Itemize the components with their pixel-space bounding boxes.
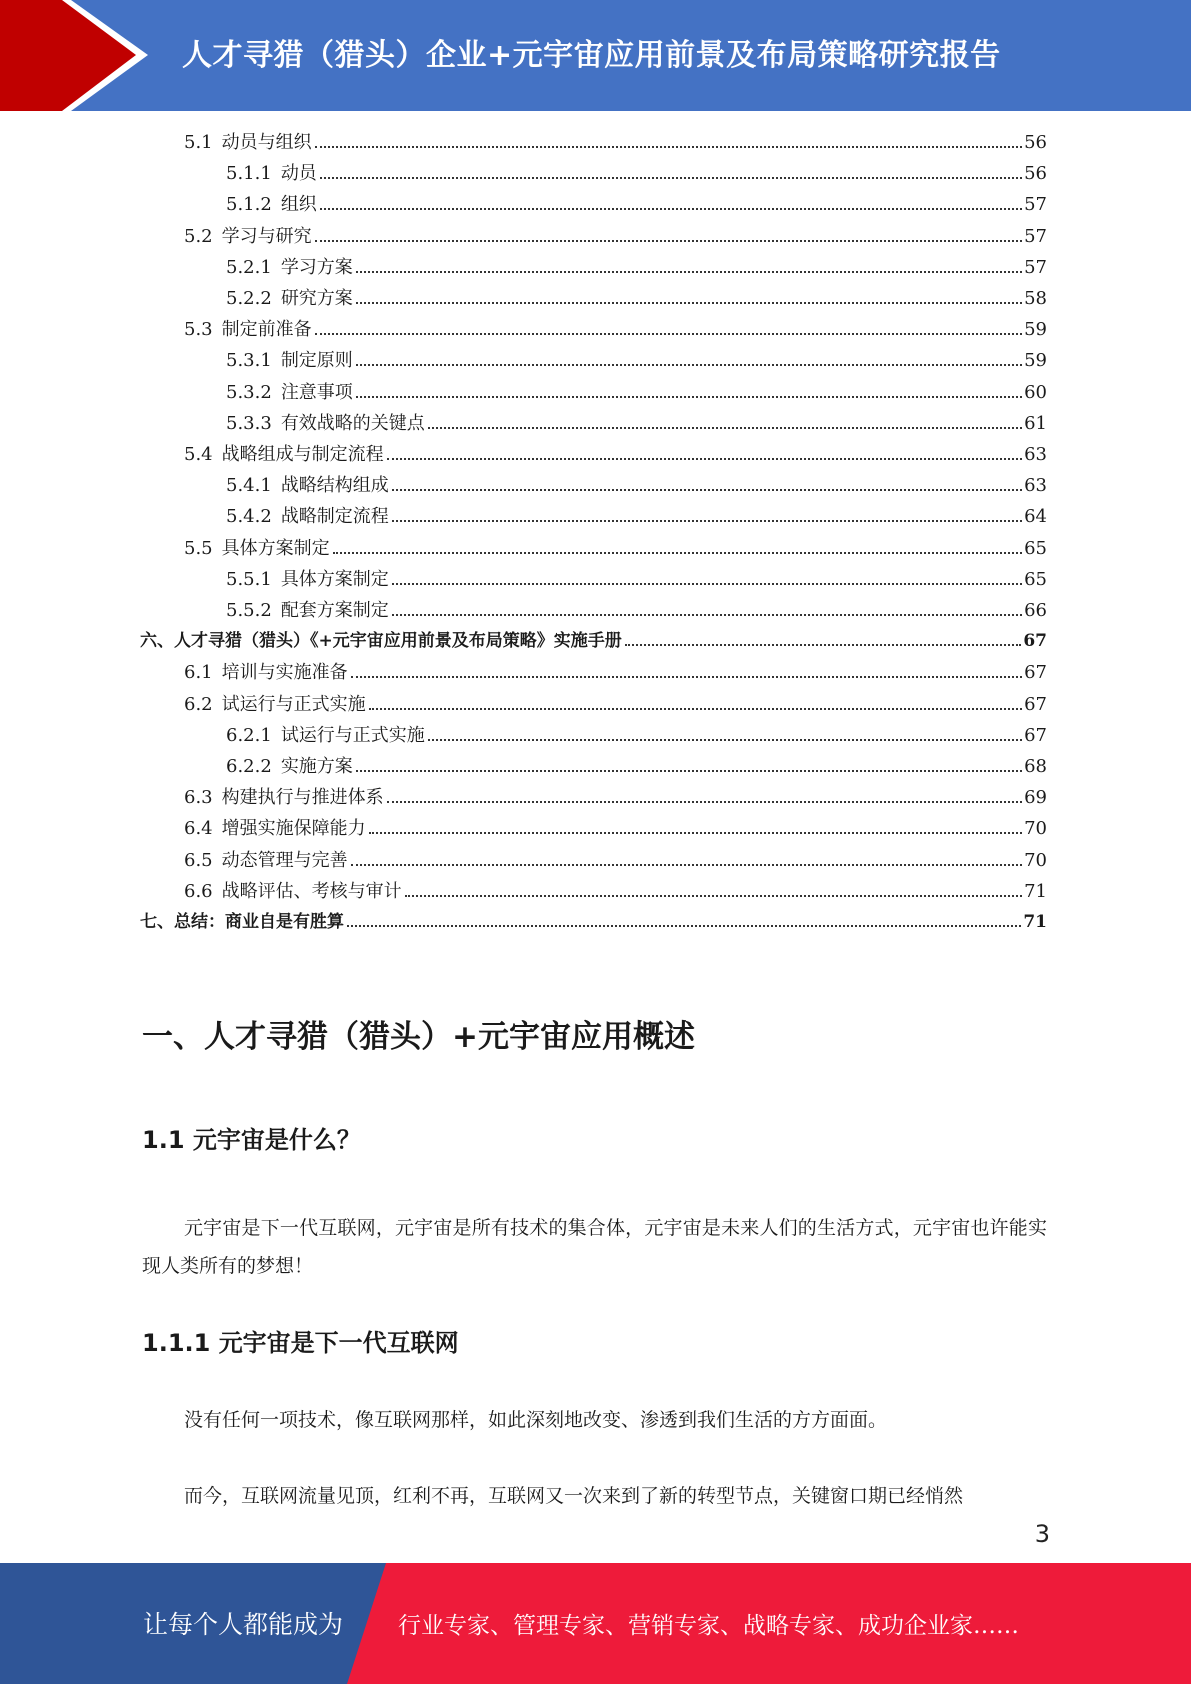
toc-entry[interactable]	[184, 127, 1047, 158]
toc-entry-title: 培训与实施准备	[221, 662, 348, 683]
toc-entry[interactable]	[226, 189, 1047, 220]
toc-entry-page: 57	[1024, 226, 1047, 247]
report-title: 人才寻猎（猎头）企业+元宇宙应用前景及布局策略研究报告	[182, 38, 1001, 73]
toc-dot-leader	[428, 738, 1022, 741]
toc-entry-title: 研究方案	[280, 288, 353, 309]
toc-entry-page: 67	[1023, 631, 1047, 651]
toc-entry-title: 战略评估、考核与审计	[221, 881, 402, 902]
toc-entry-number: 5.5.2	[226, 600, 272, 621]
toc-entry-number: 5.2.1	[226, 257, 272, 278]
toc-entry-number: 5.4	[184, 444, 213, 465]
toc-entry[interactable]	[140, 907, 1047, 938]
toc-entry-title: 七、总结：商业自是有胜算	[140, 912, 344, 932]
toc-entry-number: 6.3	[184, 787, 213, 808]
toc-dot-leader	[356, 301, 1022, 304]
toc-entry[interactable]	[184, 533, 1047, 564]
toc-entry-page: 65	[1024, 569, 1047, 590]
toc-dot-leader	[356, 769, 1022, 772]
toc-entry-number: 5.3.3	[226, 413, 272, 434]
toc-dot-leader	[356, 270, 1022, 273]
toc-entry-title: 制定前准备	[221, 319, 312, 340]
toc-entry-page: 67	[1024, 662, 1047, 683]
toc-entry-page: 56	[1024, 163, 1047, 184]
toc-entry[interactable]	[184, 439, 1047, 470]
toc-entry-number: 6.1	[184, 662, 213, 683]
toc-entry-title: 实施方案	[280, 756, 353, 777]
toc-entry-title: 动员	[280, 163, 317, 184]
toc-entry-page: 58	[1024, 288, 1047, 309]
toc-entry[interactable]	[226, 720, 1047, 751]
toc-entry[interactable]	[184, 813, 1047, 844]
toc-entry-title: 学习与研究	[221, 226, 312, 247]
toc-dot-leader	[392, 519, 1022, 522]
toc-entry-page: 63	[1024, 444, 1047, 465]
toc-entry-number: 6.2.1	[226, 725, 272, 746]
body-paragraph: 没有任何一项技术，像互联网那样，如此深刻地改变、渗透到我们生活的方方面面。	[184, 1409, 888, 1431]
toc-entry-number: 5.4.2	[226, 506, 272, 527]
toc-entry-page: 61	[1024, 413, 1047, 434]
toc-dot-leader	[320, 176, 1022, 179]
toc-dot-leader	[405, 894, 1022, 897]
toc-entry-number: 5.1	[184, 132, 213, 153]
toc-dot-leader	[356, 363, 1022, 366]
toc-entry-number: 6.5	[184, 850, 213, 871]
chapter-heading: 一、人才寻猎（猎头）+元宇宙应用概述	[142, 1019, 695, 1055]
page-footer	[0, 1563, 1191, 1684]
toc-entry-title: 试运行与正式实施	[221, 694, 366, 715]
toc-entry[interactable]	[184, 876, 1047, 907]
toc-entry-number: 5.2.2	[226, 288, 272, 309]
toc-dot-leader	[387, 800, 1022, 803]
toc-entry-number: 5.2	[184, 226, 213, 247]
toc-entry[interactable]	[226, 345, 1047, 376]
toc-entry[interactable]	[226, 470, 1047, 501]
toc-entry-page: 70	[1024, 818, 1047, 839]
toc-entry-page: 60	[1024, 382, 1047, 403]
toc-entry[interactable]	[184, 782, 1047, 813]
toc-entry[interactable]	[226, 283, 1047, 314]
toc-dot-leader	[351, 675, 1022, 678]
toc-entry-number: 5.1.2	[226, 194, 272, 215]
toc-entry-title: 有效战略的关键点	[280, 413, 425, 434]
toc-entry-page: 70	[1024, 850, 1047, 871]
toc-entry[interactable]	[226, 595, 1047, 626]
toc-entry-title: 具体方案制定	[221, 538, 330, 559]
toc-dot-leader	[351, 863, 1022, 866]
toc-entry-number: 6.2	[184, 694, 213, 715]
toc-entry-number: 5.3.1	[226, 350, 272, 371]
toc-entry[interactable]	[184, 845, 1047, 876]
toc-dot-leader	[625, 643, 1022, 646]
toc-entry-page: 59	[1024, 319, 1047, 340]
toc-entry-page: 57	[1024, 194, 1047, 215]
toc-entry-page: 65	[1024, 538, 1047, 559]
page-header	[0, 0, 1191, 111]
toc-entry[interactable]	[226, 501, 1047, 532]
toc-entry[interactable]	[140, 626, 1047, 657]
toc-dot-leader	[392, 582, 1022, 585]
toc-dot-leader	[392, 613, 1022, 616]
toc-dot-leader	[428, 426, 1022, 429]
toc-entry-title: 组织	[280, 194, 317, 215]
toc-entry-title: 试运行与正式实施	[280, 725, 425, 746]
toc-entry-number: 6.6	[184, 881, 213, 902]
toc-entry-number: 6.2.2	[226, 756, 272, 777]
footer-slogan-right: 行业专家、管理专家、营销专家、战略专家、成功企业家……	[398, 1613, 1019, 1639]
toc-entry-title: 动态管理与完善	[221, 850, 348, 871]
toc-entry[interactable]	[226, 751, 1047, 782]
toc-entry[interactable]	[226, 377, 1047, 408]
toc-dot-leader	[392, 488, 1022, 491]
toc-entry-page: 69	[1024, 787, 1047, 808]
toc-entry-title: 六、人才寻猎（猎头）《+元宇宙应用前景及布局策略》实施手册	[140, 631, 622, 651]
toc-dot-leader	[369, 707, 1022, 710]
toc-entry[interactable]	[226, 158, 1047, 189]
toc-entry-title: 学习方案	[280, 257, 353, 278]
toc-entry-page: 71	[1023, 912, 1047, 932]
toc-dot-leader	[315, 332, 1022, 335]
footer-slogan-left: 让每个人都能成为	[143, 1610, 344, 1639]
toc-dot-leader	[387, 457, 1022, 460]
toc-entry-page: 67	[1024, 725, 1047, 746]
toc-entry-number: 5.5.1	[226, 569, 272, 590]
toc-entry-title: 增强实施保障能力	[221, 818, 366, 839]
arrow-fill	[0, 0, 136, 111]
toc-dot-leader	[315, 239, 1022, 242]
toc-entry-page: 63	[1024, 475, 1047, 496]
section-heading: 1.1 元宇宙是什么？	[142, 1126, 361, 1154]
toc-dot-leader	[315, 145, 1022, 148]
toc-entry-page: 56	[1024, 132, 1047, 153]
toc-entry-title: 配套方案制定	[280, 600, 389, 621]
toc-entry-title: 注意事项	[280, 382, 353, 403]
toc-dot-leader	[320, 207, 1022, 210]
toc-entry-number: 5.3.2	[226, 382, 272, 403]
toc-dot-leader	[333, 551, 1022, 554]
toc-entry-page: 57	[1024, 257, 1047, 278]
toc-entry-number: 5.4.1	[226, 475, 272, 496]
toc-entry-page: 71	[1024, 881, 1047, 902]
toc-entry-title: 构建执行与推进体系	[221, 787, 384, 808]
subsection-heading: 1.1.1 元宇宙是下一代互联网	[142, 1329, 459, 1357]
toc-entry[interactable]	[226, 408, 1047, 439]
toc-entry[interactable]	[226, 564, 1047, 595]
toc-dot-leader	[356, 395, 1022, 398]
toc-entry-number: 5.3	[184, 319, 213, 340]
toc-entry-page: 64	[1024, 506, 1047, 527]
toc-entry-title: 制定原则	[280, 350, 353, 371]
header-arrow-decoration	[0, 0, 160, 111]
toc-entry-title: 战略结构组成	[280, 475, 389, 496]
body-paragraph: 而今，互联网流量见顶，红利不再，互联网又一次来到了新的转型节点，关键窗口期已经悄然	[184, 1485, 964, 1507]
page-number: 3	[1034, 1520, 1050, 1548]
body-paragraph: 元宇宙是下一代互联网，元宇宙是所有技术的集合体，元宇宙是未来人们的生活方式，元宇宙也许能实现人类所有的梦想！	[142, 1217, 1047, 1277]
toc-entry-number: 5.5	[184, 538, 213, 559]
toc-dot-leader	[369, 831, 1022, 834]
toc-entry-page: 67	[1024, 694, 1047, 715]
toc-entry[interactable]	[184, 221, 1047, 252]
toc-entry[interactable]	[184, 657, 1047, 688]
toc-entry[interactable]	[184, 314, 1047, 345]
toc-entry[interactable]	[184, 689, 1047, 720]
toc-entry-number: 6.4	[184, 818, 213, 839]
toc-entry-page: 59	[1024, 350, 1047, 371]
toc-entry-title: 战略制定流程	[280, 506, 389, 527]
toc-entry-page: 68	[1024, 756, 1047, 777]
toc-entry[interactable]	[226, 252, 1047, 283]
toc-entry-title: 动员与组织	[221, 132, 312, 153]
toc-entry-title: 战略组成与制定流程	[221, 444, 384, 465]
toc-entry-page: 66	[1024, 600, 1047, 621]
toc-entry-number: 5.1.1	[226, 163, 272, 184]
toc-entry-title: 具体方案制定	[280, 569, 389, 590]
toc-dot-leader	[347, 924, 1021, 927]
